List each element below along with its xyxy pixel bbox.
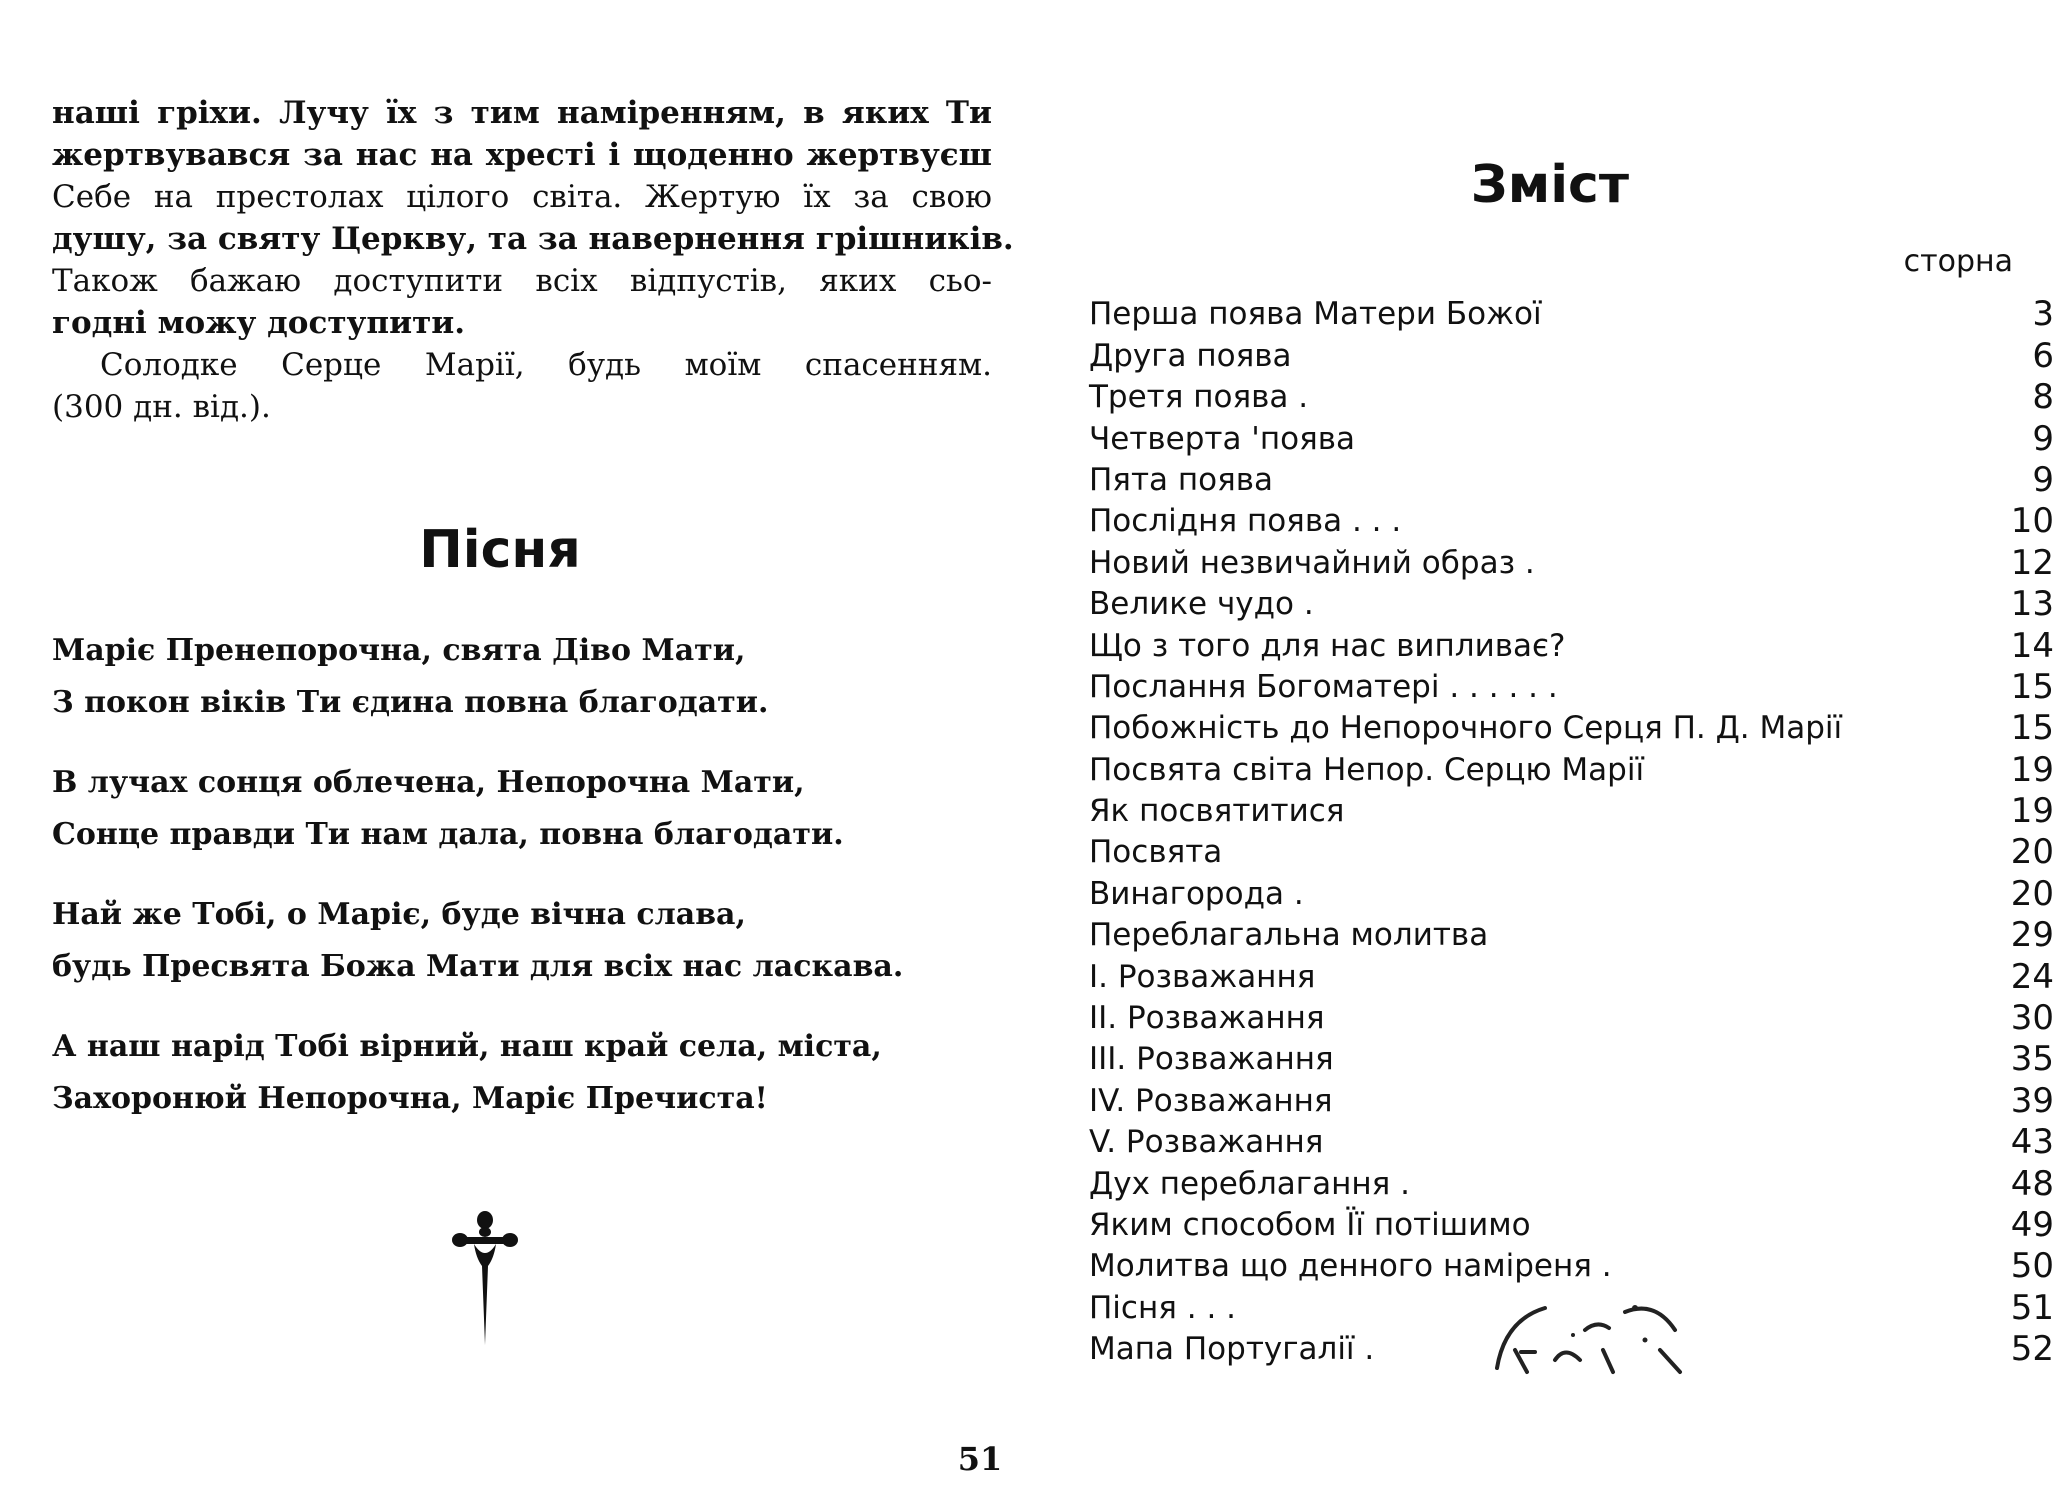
toc-entry-label: І. Розважання (1089, 958, 1316, 995)
toc-entry (1089, 1163, 2054, 1204)
prose-line: Також бажаю доступити всіх відпустів, яких сьо- (52, 263, 992, 299)
verse-line: будь Пресвята Божа Мати для всіх нас ласкава. (52, 949, 904, 984)
verse-line: Маріє Пренепорочна, свята Діво Мати, (52, 633, 746, 668)
toc-entry-page: 39 (2010, 1080, 2054, 1121)
toc-entry-page: 19 (2010, 791, 2054, 832)
toc-entry-label: Що з того для нас випливає? (1089, 627, 1566, 664)
toc-entry (1089, 1122, 2054, 1163)
toc-entry-page: 8 (2032, 377, 2054, 418)
toc-entry (1089, 377, 2054, 418)
toc-entry-page: 48 (2010, 1163, 2054, 1204)
toc-entry (1089, 1080, 2054, 1121)
toc-entry-label: Послання Богоматері . . . . . . (1089, 668, 1558, 705)
toc-entry-label: Посвята (1089, 834, 1223, 871)
toc-entry-page: 19 (2010, 749, 2054, 790)
verse-line: З покон віків Ти єдина повна благодати. (52, 685, 769, 720)
toc-entry-page: 6 (2032, 335, 2054, 376)
toc-entry-page: 10 (2010, 501, 2054, 542)
prayer-text (52, 92, 1014, 428)
verse-line: Сонце правди Ти нам дала, повна благодати. (52, 817, 844, 852)
toc-entry-page: 15 (2010, 708, 2054, 749)
verse-line: А наш нарід Тобі вірний, наш край села, міста, (52, 1029, 882, 1064)
toc-entry-label: Дух переблагання . (1089, 1165, 1410, 1202)
toc-entry-page: 20 (2010, 832, 2054, 873)
prose-line: Себе на престолах цілого світа. Жертую їх за свою (52, 179, 992, 215)
toc-entry (1089, 956, 2054, 997)
toc-entry (1089, 625, 2054, 666)
toc-entry-page: 9 (2032, 418, 2054, 459)
toc-entry (1089, 1039, 2054, 1080)
toc-entry-page: 35 (2010, 1039, 2054, 1080)
toc-entry (1089, 832, 2054, 873)
toc-entry-label: Побожність до Непорочного Серця П. Д. Марії (1089, 710, 1843, 747)
toc-entry-label: Яким способом Її потішимо (1089, 1206, 1531, 1243)
toc-entry-label: Четверта 'поява (1089, 420, 1355, 457)
verse (52, 889, 1012, 993)
toc-entry (1089, 708, 2054, 749)
toc-entry (1089, 667, 2054, 708)
toc-entry (1089, 998, 2054, 1039)
toc-entry (1089, 749, 2054, 790)
toc-entry-page: 49 (2010, 1204, 2054, 1245)
toc-entry-label: Пісня . . . (1089, 1289, 1237, 1326)
toc-entry-page: 20 (2010, 873, 2054, 914)
verse-line: Захоронюй Непорочна, Маріє Пречиста! (52, 1081, 768, 1116)
toc-entry-label: Пята поява (1089, 461, 1274, 498)
toc-entry-label: Друга поява (1089, 337, 1292, 374)
toc-entry-label: IV. Розважання (1089, 1082, 1333, 1119)
toc-entry-label: Третя поява . (1089, 379, 1309, 416)
toc-entry-page: 15 (2010, 666, 2054, 707)
toc-entry-page: 52 (2010, 1329, 2054, 1370)
toc-entry-page: 3 (2032, 294, 2054, 335)
toc-entry-page: 50 (2010, 1246, 2054, 1287)
toc-entry-label: V. Розважання (1089, 1124, 1324, 1161)
toc-entry-page: 24 (2010, 956, 2054, 997)
prose-line: жертвувався за нас на хресті і щоденно жертвуєш (52, 137, 992, 173)
toc-entry-label: Молитва що денного наміреня . (1089, 1248, 1612, 1285)
toc-entry (1089, 542, 2054, 583)
toc-entry-label: Посвята світа Непор. Серцю Марії (1089, 751, 1645, 788)
toc-entry-label: Переблагальна молитва (1089, 917, 1489, 954)
toc-entry (1089, 873, 2054, 914)
toc-page-column-header: сторна (1903, 244, 2013, 279)
ornamental-cross-icon (452, 1210, 518, 1345)
prose-line: годні можу доступити. (52, 305, 466, 341)
prose-line: Солодке Серце Марії, будь моїм спасенням. (100, 347, 992, 383)
verse (52, 757, 1012, 861)
toc-entry-label: Перша поява Матери Божої (1089, 296, 1542, 333)
prose-line: (300 дн. від.). (52, 389, 271, 425)
toc-entry (1089, 294, 2054, 335)
toc-entry (1089, 915, 2054, 956)
song-title: Пісня (419, 520, 581, 580)
toc-entry (1089, 1205, 2054, 1246)
toc-entry-label: Як посвятитися (1089, 793, 1345, 830)
toc-title: Зміст (1470, 155, 1629, 215)
toc-entry-page: 13 (2010, 584, 2054, 625)
toc-entry-label: Винагорода . (1089, 875, 1304, 912)
toc-entry-page: 43 (2010, 1122, 2054, 1163)
verse-line: Най же Тобі, о Маріє, буде вічна слава, (52, 897, 746, 932)
prose-line: наші гріхи. Лучу їх з тим наміренням, в яких Ти (52, 95, 992, 131)
verse-line: В лучах сонця облечена, Непорочна Мати, (52, 765, 805, 800)
table-of-contents (1089, 294, 2054, 1370)
toc-entry-label: Велике чудо . (1089, 586, 1314, 623)
song-verses (52, 625, 1012, 1153)
toc-entry (1089, 791, 2054, 832)
toc-entry (1089, 460, 2054, 501)
toc-entry-page: 51 (2010, 1287, 2054, 1328)
toc-entry-page: 12 (2010, 542, 2054, 583)
page-number: 51 (957, 1440, 1003, 1478)
toc-entry (1089, 584, 2054, 625)
toc-entry-label: Новий незвичайний образ . (1089, 544, 1535, 581)
toc-entry-label: ІІІ. Розважання (1089, 1041, 1334, 1078)
toc-entry-label: Мапа Португалії . (1089, 1331, 1375, 1368)
verse (52, 1021, 1012, 1125)
toc-entry-page: 14 (2010, 625, 2054, 666)
prose-line: душу, за святу Церкву, та за навернення грішників. (52, 221, 1014, 257)
toc-entry (1089, 418, 2054, 459)
ink-stamp-mark (1485, 1290, 1695, 1375)
toc-entry-page: 29 (2010, 915, 2054, 956)
verse (52, 625, 1012, 729)
toc-entry (1089, 1246, 2054, 1287)
toc-entry (1089, 335, 2054, 376)
toc-entry (1089, 501, 2054, 542)
toc-entry-label: ІІ. Розважання (1089, 1000, 1325, 1037)
toc-entry-page: 30 (2010, 998, 2054, 1039)
right-page (1029, 0, 2058, 1500)
toc-entry-page: 9 (2032, 459, 2054, 500)
toc-entry-label: Послідня поява . . . (1089, 503, 1402, 540)
